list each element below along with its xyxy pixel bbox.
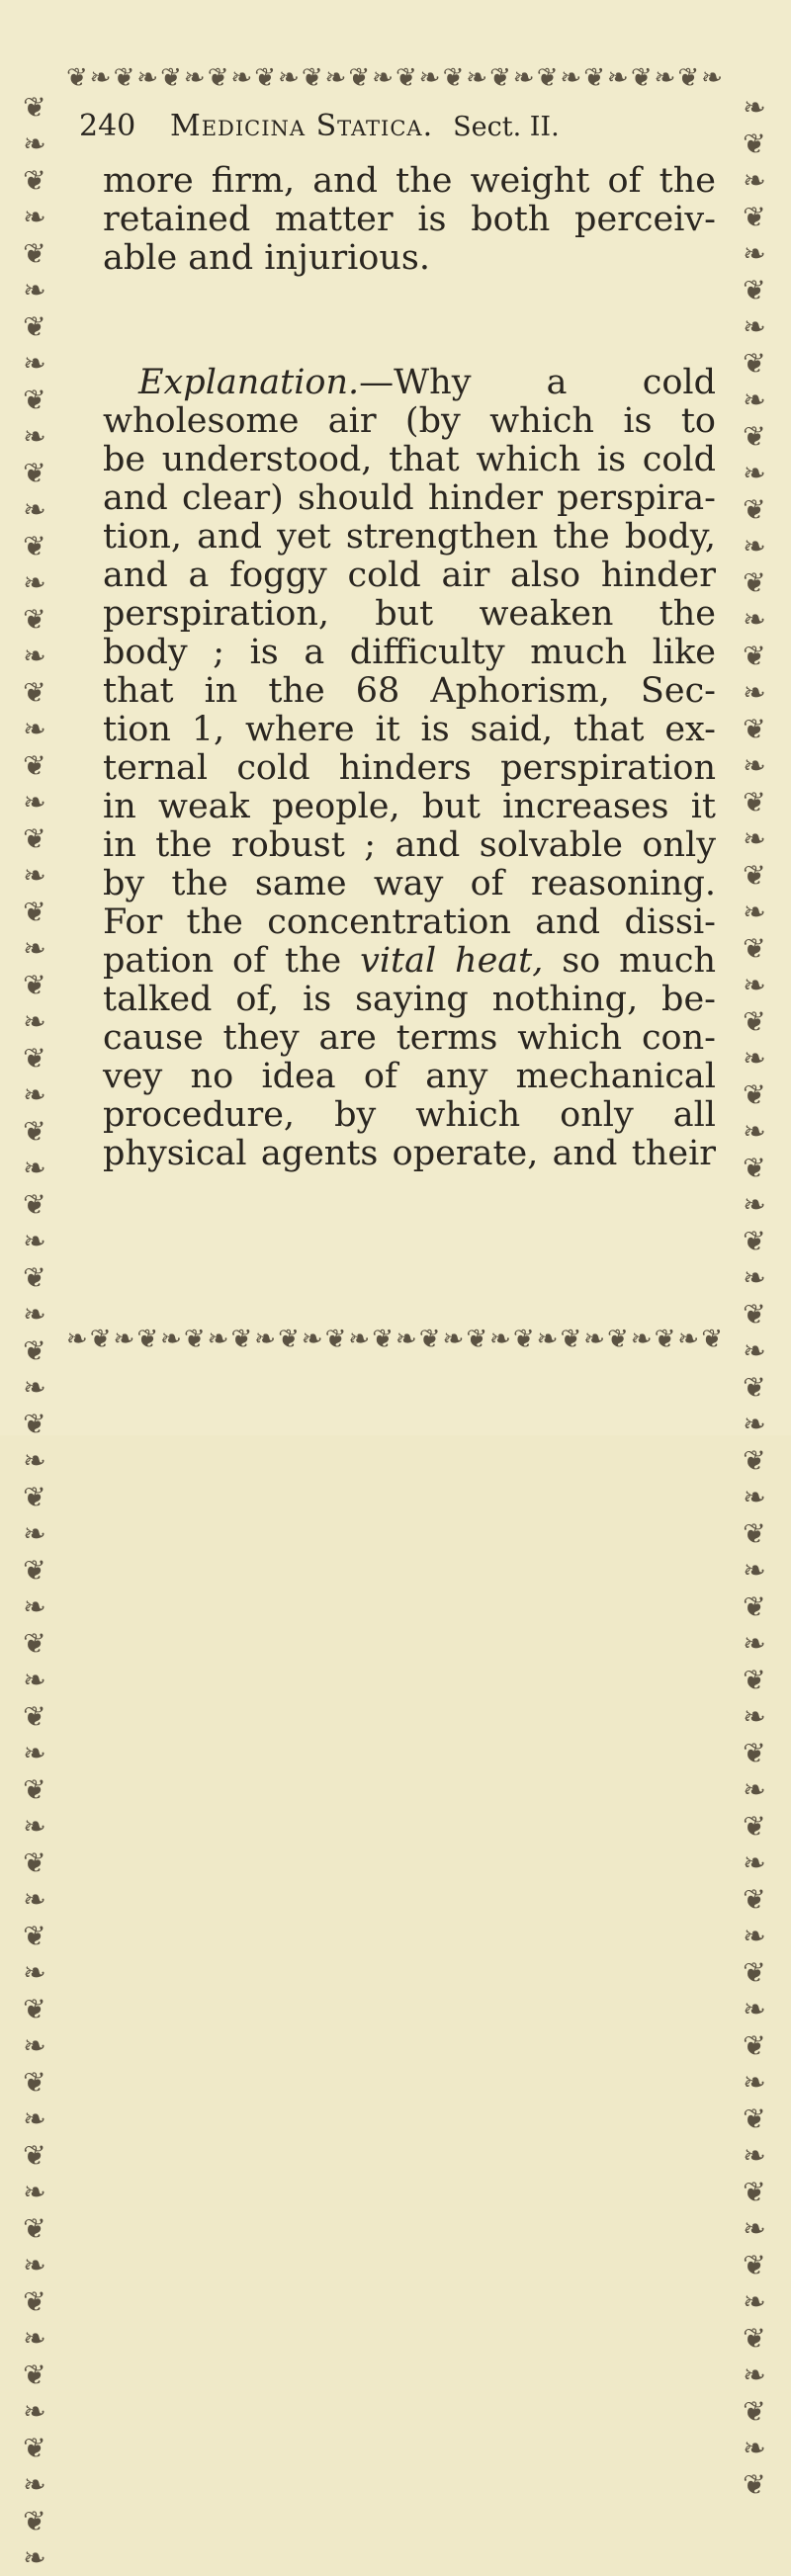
ornamental-border-bottom: ❧❦❧❦❧❦❧❦❧❦❧❦❧❦❧❦❧❦❧❦❧❦❧❦❧❦❧❦ <box>66 1325 725 1354</box>
ornamental-border-top: ❦❧❦❧❦❧❦❧❦❧❦❧❦❧❦❧❦❧❦❧❦❧❦❧❦❧❦❧ <box>66 63 725 93</box>
text-line: and clear) should hinder perspira- <box>103 478 716 518</box>
text-line: procedure, by which only all <box>103 1095 716 1135</box>
ornamental-border-left: ❦❧❦❧❦❧❦❧❦❧❦❧❦❧❦❧❦❧❦❧❦❧❦❧❦❧❦❧❦❧❦❧❦❧❦❧❦❧❦❧❦❧❦❧❦❧❦❧❦❧❦❧❦❧❦❧❦❧❦❧❦❧❦❧❦❧❦❧ <box>23 91 46 2574</box>
text-line: body ; is a difficulty much like <box>103 633 716 672</box>
text-line: talked of, is saying nothing, be- <box>103 980 716 1019</box>
text-line-explanation <box>103 364 716 402</box>
text-line: able and injurious. <box>103 238 430 278</box>
text-line: ternal cold hinders perspiration <box>103 748 716 788</box>
text-line: wholesome air (by which is to <box>103 401 716 441</box>
text-line: tion, and yet strengthen the body, <box>103 517 716 557</box>
text-line: in weak people, but increases it <box>103 787 716 826</box>
text-line: vey no idea of any mechanical <box>103 1057 716 1096</box>
text-line: tion 1, where it is said, that ex- <box>103 710 716 749</box>
explanation-text: —Why a cold <box>359 363 716 402</box>
text-line: cause they are terms which con- <box>103 1018 716 1058</box>
text-line: by the same way of reasoning. <box>103 864 716 903</box>
text-line: physical agents operate, and their <box>103 1134 716 1173</box>
text-line: in the robust ; and solvable only <box>103 825 716 865</box>
text-line: For the concentration and dissi- <box>103 902 716 942</box>
paragraph-continuation <box>103 162 716 278</box>
paragraph-explanation <box>103 364 716 1173</box>
text-line: that in the 68 Aphorism, Sec- <box>103 671 716 711</box>
text-line-vital-heat: pation of the vital heat, so much <box>103 941 716 981</box>
running-title: Medicina Statica. <box>170 109 434 143</box>
section-reference: Sect. II. <box>453 112 560 142</box>
text-line: and a foggy cold air also hinder <box>103 556 716 595</box>
text-line: more firm, and the weight of the <box>103 161 716 201</box>
explanation-label: Explanation. <box>138 363 360 402</box>
vital-heat-term: vital heat, <box>360 941 544 981</box>
ornamental-border-right: ❧❦❧❦❧❦❧❦❧❦❧❦❧❦❧❦❧❦❧❦❧❦❧❦❧❦❧❦❧❦❧❦❧❦❧❦❧❦❧❦❧❦❧❦❧❦❧❦❧❦❧❦❧❦❧❦❧❦❧❦❧❦❧❦❧❦ <box>743 91 766 2501</box>
text-line: be understood, that which is cold <box>103 440 716 479</box>
text-line: retained matter is both perceiv- <box>103 200 716 239</box>
page-number: 240 <box>79 109 136 143</box>
text-line: perspiration, but weaken the <box>103 594 716 634</box>
running-header <box>79 109 712 152</box>
